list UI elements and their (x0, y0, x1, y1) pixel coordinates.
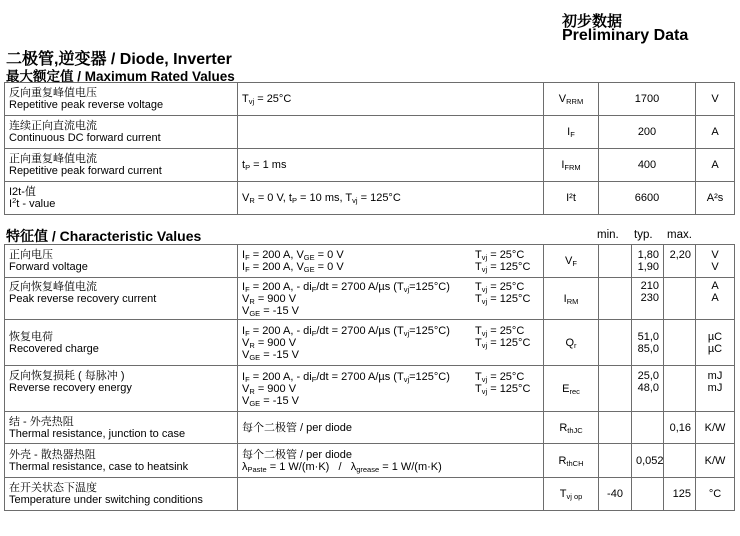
value: 400 (599, 149, 696, 182)
unit: A (696, 149, 735, 182)
typ-value: 210 230 (632, 278, 664, 320)
value: 6600 (599, 182, 696, 215)
max-value: 2,20 (664, 245, 696, 278)
symbol: $I_{RM}$ (544, 278, 599, 320)
value: 200 (599, 116, 696, 149)
typ-value (632, 412, 664, 444)
param-description: 反向重复峰值电压 Repetitive peak reverse voltage (5, 83, 238, 116)
table-row (5, 444, 735, 478)
test-condition: 每个二极管 / per diode $\lambda_{Paste} = 1$ $W/(m\cdot K) / \lambda_{grease} = 1$ W/(m·K) (238, 444, 544, 478)
unit: K/W (696, 444, 735, 478)
col-max-header: max. (667, 229, 692, 241)
typ-value: 0,052 (632, 444, 664, 478)
param-description: I2t-值 $I^2t$ - value (5, 182, 238, 215)
max-value (664, 444, 696, 478)
unit: V (696, 83, 735, 116)
typ-value: 51,0 85,0 (632, 320, 664, 366)
table-row (5, 412, 735, 444)
typ-value: 25,0 48,0 (632, 366, 664, 412)
test-condition (238, 478, 544, 511)
table-row (5, 366, 735, 412)
test-condition: $I_F = 200$ A, - $di_F/dt = 2700$ A/µs $(T_{vj}=125^\circ C)$ $T_{vj} = 25^\circ C$ $V_R = 900$ V $T_{vj} = 125^\circ C$ $V_{GE} = -15$ V (238, 278, 544, 320)
unit: µC µC (696, 320, 735, 366)
col-min-header: min. (597, 229, 619, 241)
param-description: 正向电压 Forward voltage (5, 245, 238, 278)
min-value (599, 444, 632, 478)
min-value (599, 412, 632, 444)
test-condition: $I_F = 200$ A, - $di_F/dt = 2700$ A/µs $(T_{vj}=125^\circ C)$ $T_{vj} = 25^\circ C$ $V_R = 900$ V $T_{vj} = 125^\circ C$ $V_{GE} = -15$ V (238, 320, 544, 366)
symbol: $I_{FRM}$ (544, 149, 599, 182)
min-value (599, 278, 632, 320)
table-row (5, 278, 735, 320)
test-condition: $V_R = 0$ V, $t_P = 10$ ms, $T_{vj} = 125^\circ C$ (238, 182, 544, 215)
max-rated-table (4, 82, 735, 215)
symbol: $T_{vj op}$ (544, 478, 599, 511)
table-row (5, 83, 735, 116)
symbol: $Q_r$ (544, 320, 599, 366)
unit: V V (696, 245, 735, 278)
test-condition: $T_{vj} = 25^\circ C$ (238, 83, 544, 116)
unit: A A (696, 278, 735, 320)
typ-value: 1,80 1,90 (632, 245, 664, 278)
max-value (664, 320, 696, 366)
symbol: $V_F$ (544, 245, 599, 278)
table-row (5, 245, 735, 278)
min-value (599, 245, 632, 278)
table-row (5, 149, 735, 182)
unit: mJ mJ (696, 366, 735, 412)
max-value: 0,16 (664, 412, 696, 444)
unit: A (696, 116, 735, 149)
table-row (5, 320, 735, 366)
min-value (599, 366, 632, 412)
symbol: $V_{RRM}$ (544, 83, 599, 116)
char-title: 特征值 / Characteristic Values (6, 228, 202, 244)
max-value: 125 (664, 478, 696, 511)
symbol: $R_{thJC}$ (544, 412, 599, 444)
param-description: 反向恢复损耗 ( 每脉冲 ) Reverse recovery energy (5, 366, 238, 412)
value: 1700 (599, 83, 696, 116)
col-typ-header: typ. (634, 229, 653, 241)
min-value: -40 (599, 478, 632, 511)
symbol: I²t (544, 182, 599, 215)
test-condition: 每个二极管 / per diode (238, 412, 544, 444)
test-condition: $I_F = 200$ A, $V_{GE} = 0$ V $T_{vj} = 25^\circ C$ $I_F = 200$ A, $V_{GE} = 0$ V $T_{vj} = 125^\circ C$ (238, 245, 544, 278)
symbol: $E_{rec}$ (544, 366, 599, 412)
test-condition: $t_P = 1$ ms (238, 149, 544, 182)
param-description: 正向重复峰值电流 Repetitive peak forward current (5, 149, 238, 182)
symbol: $R_{thCH}$ (544, 444, 599, 478)
test-condition: $I_F = 200$ A, - $di_F/dt = 2700$ A/µs $(T_{vj}=125^\circ C)$ $T_{vj} = 25^\circ C$ $V_R = 900$ V $T_{vj} = 125^\circ C$ $V_{GE} = -15$ V (238, 366, 544, 412)
unit: A²s (696, 182, 735, 215)
symbol: $I_F$ (544, 116, 599, 149)
table-row (5, 182, 735, 215)
param-description: 恢复电荷 Recovered charge (5, 320, 238, 366)
table-row (5, 116, 735, 149)
max-rated-title: 最大额定值 / Maximum Rated Values (6, 69, 235, 84)
preliminary-label-en: Preliminary Data (562, 27, 689, 44)
max-value (664, 366, 696, 412)
preliminary-label-cn: 初步数据 (562, 13, 623, 30)
param-description: 反向恢复峰值电流 Peak reverse recovery current (5, 278, 238, 320)
unit: K/W (696, 412, 735, 444)
test-condition (238, 116, 544, 149)
min-value (599, 320, 632, 366)
param-description: 连续正向直流电流 Continuous DC forward current (5, 116, 238, 149)
unit: °C (696, 478, 735, 511)
param-description: 外壳 - 散热器热阻 Thermal resistance, case to heatsink (5, 444, 238, 478)
typ-value (632, 478, 664, 511)
section-title: 二极管,逆变器 / Diode, Inverter (6, 51, 232, 68)
table-row (5, 478, 735, 511)
characteristic-table (4, 244, 735, 511)
max-value (664, 278, 696, 320)
param-description: 结 - 外壳热阻 Thermal resistance, junction to case (5, 412, 238, 444)
param-description: 在开关状态下温度 Temperature under switching conditions (5, 478, 238, 511)
